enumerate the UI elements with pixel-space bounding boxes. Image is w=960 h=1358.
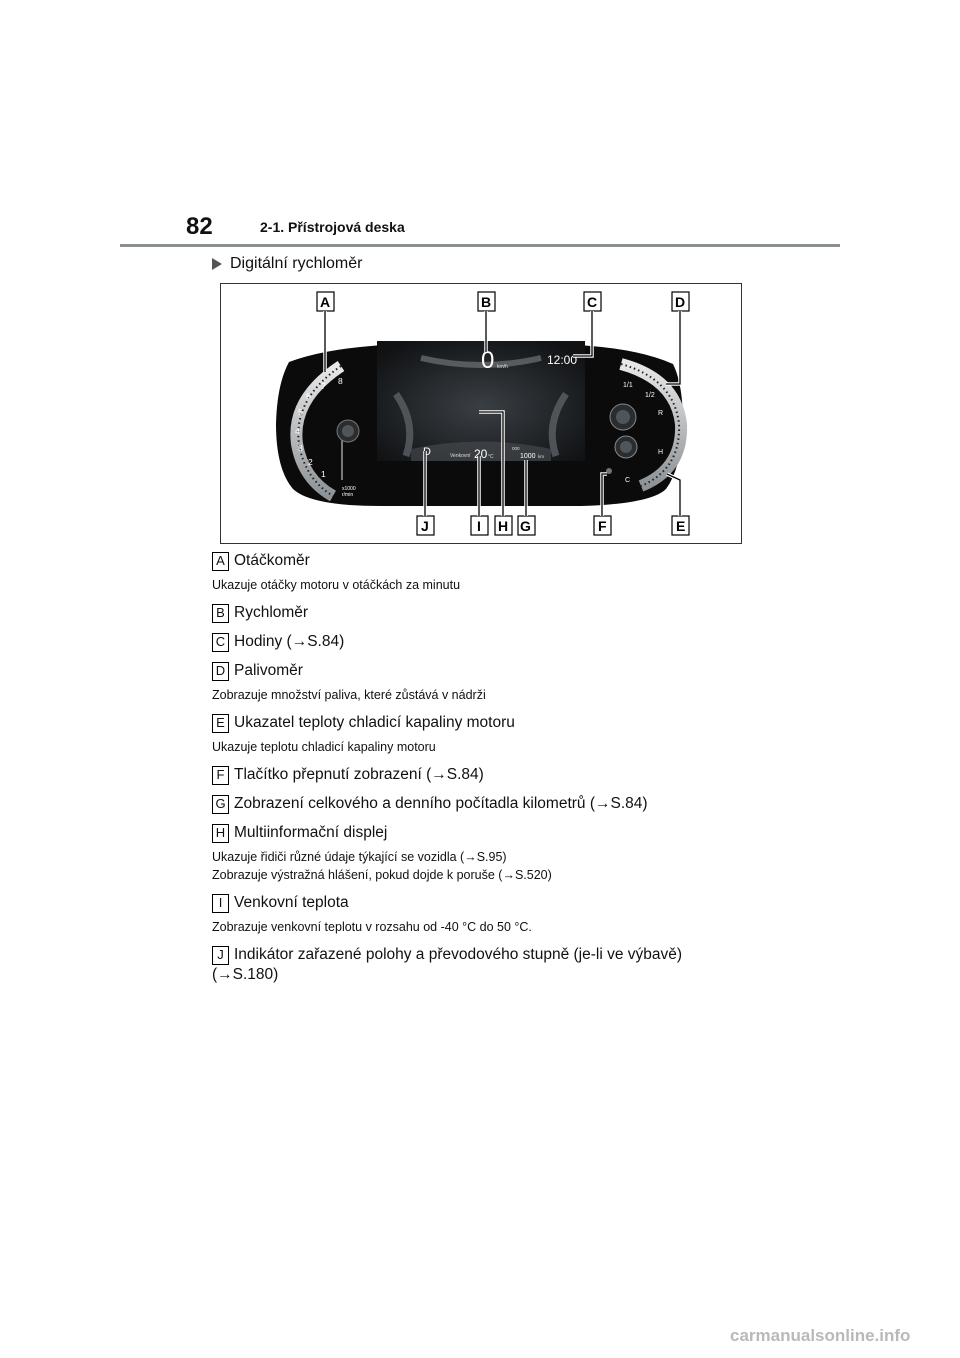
item-letter: C bbox=[212, 633, 229, 652]
fuel-r-label: R bbox=[658, 410, 664, 417]
tach-number: 3 bbox=[298, 443, 303, 453]
temp-h-label: H bbox=[658, 449, 664, 456]
item-desc: Zobrazuje venkovní teplotu v rozsahu od -40 °C do 50 °C. bbox=[212, 920, 532, 934]
tach-number: 6 bbox=[306, 391, 311, 401]
item-desc: Zobrazuje množství paliva, které zůstává v nádrži bbox=[212, 688, 486, 702]
item-letter: I bbox=[212, 894, 229, 913]
callouts-bottom bbox=[417, 516, 689, 535]
tach-number: 2 bbox=[308, 457, 313, 467]
callout-label: I bbox=[477, 518, 481, 534]
outside-temp: 20 bbox=[474, 447, 488, 461]
fuel-half-label: 1/2 bbox=[645, 392, 655, 399]
section-title bbox=[212, 255, 362, 273]
odo-unit: km bbox=[538, 454, 544, 459]
odo-value: 1000 bbox=[520, 453, 536, 460]
item-title: Tlačítko přepnutí zobrazení (→S.84) bbox=[234, 766, 484, 783]
item-letter: A bbox=[212, 552, 229, 571]
callout-label: J bbox=[421, 518, 429, 534]
item-letter: J bbox=[212, 946, 229, 965]
tach-number: 8 bbox=[338, 376, 343, 386]
odo-top: 000 bbox=[512, 446, 520, 451]
callouts-top bbox=[317, 292, 689, 311]
tach-unit-bottom: r/min bbox=[342, 492, 354, 498]
tach-unit-top: x1000 bbox=[342, 486, 356, 492]
legend-item-f bbox=[212, 765, 832, 785]
item-title: Indikátor zařazené polohy a převodového stupně (je-li ve výbavě) bbox=[234, 946, 683, 963]
item-title: Zobrazení celkového a denního počítadla kilometrů (→S.84) bbox=[234, 795, 648, 812]
outside-label: Venkovní bbox=[450, 453, 471, 459]
callout-label: E bbox=[676, 518, 686, 534]
temp-c-label: C bbox=[625, 477, 631, 484]
item-letter: G bbox=[212, 795, 229, 814]
triangle-bullet-icon bbox=[212, 258, 222, 270]
legend-item-b bbox=[212, 603, 832, 623]
callout-label: H bbox=[498, 518, 509, 534]
temp-unit: °C bbox=[488, 454, 494, 460]
clock-value: 12:00 bbox=[547, 353, 578, 367]
section-title-text: Digitální rychloměr bbox=[230, 255, 363, 272]
item-desc: Ukazuje řidiči různé údaje týkající se vozidla (→S.95) bbox=[212, 850, 507, 864]
tach-number: 7 bbox=[321, 381, 326, 391]
callout-label: D bbox=[675, 294, 686, 310]
legend-item-g bbox=[212, 794, 832, 814]
legend-item-j bbox=[212, 945, 832, 985]
item-title: Palivoměr bbox=[234, 662, 303, 679]
tach-number: 5 bbox=[298, 407, 303, 417]
page-number: 82 bbox=[186, 213, 213, 240]
item-letter: E bbox=[212, 714, 229, 733]
chapter-title: 2-1. Přístrojová deska bbox=[260, 219, 405, 235]
legend-item-d bbox=[212, 661, 832, 703]
legend-item-h bbox=[212, 823, 832, 883]
callout-label: G bbox=[520, 518, 531, 534]
callout-label: C bbox=[587, 294, 598, 310]
item-desc: Ukazuje teplotu chladicí kapaliny motoru bbox=[212, 740, 436, 754]
item-desc: Ukazuje otáčky motoru v otáčkách za minutu bbox=[212, 578, 461, 592]
item-desc-2: Zobrazuje výstražná hlášení, pokud dojde k poruše (→S.520) bbox=[212, 868, 552, 882]
legend-item-i bbox=[212, 893, 832, 935]
speed-value: 0 bbox=[481, 347, 495, 374]
legend-list bbox=[212, 551, 832, 985]
legend-item-c bbox=[212, 632, 832, 652]
gear-indicator: D bbox=[423, 446, 431, 458]
tach-number: 1 bbox=[321, 469, 326, 479]
callout-label: B bbox=[481, 294, 492, 310]
item-letter: F bbox=[212, 766, 229, 785]
item-title: Ukazatel teploty chladicí kapaliny motoru bbox=[234, 714, 515, 731]
item-title: Rychloměr bbox=[234, 604, 309, 621]
watermark: carmanualsonline.info bbox=[730, 1326, 911, 1345]
legend-item-a bbox=[212, 551, 832, 593]
fuel-full-label: 1/1 bbox=[623, 382, 633, 389]
item-title: Hodiny (→S.84) bbox=[234, 633, 345, 650]
callout-label: F bbox=[598, 518, 607, 534]
item-title: Otáčkoměr bbox=[234, 552, 310, 569]
header-rule bbox=[120, 244, 840, 247]
item-letter: H bbox=[212, 824, 229, 843]
item-title: Venkovní teplota bbox=[234, 894, 349, 911]
legend-item-e bbox=[212, 713, 832, 755]
item-letter: D bbox=[212, 662, 229, 681]
item-title: Multiinformační displej bbox=[234, 824, 388, 841]
callout-label: A bbox=[320, 294, 331, 310]
instrument-cluster-figure bbox=[220, 283, 742, 544]
item-continuation: (→S.180) bbox=[212, 966, 279, 983]
tach-number: 4 bbox=[295, 426, 300, 436]
item-letter: B bbox=[212, 604, 229, 623]
speed-unit: km/h bbox=[497, 364, 508, 370]
cluster-illustration bbox=[221, 284, 741, 543]
